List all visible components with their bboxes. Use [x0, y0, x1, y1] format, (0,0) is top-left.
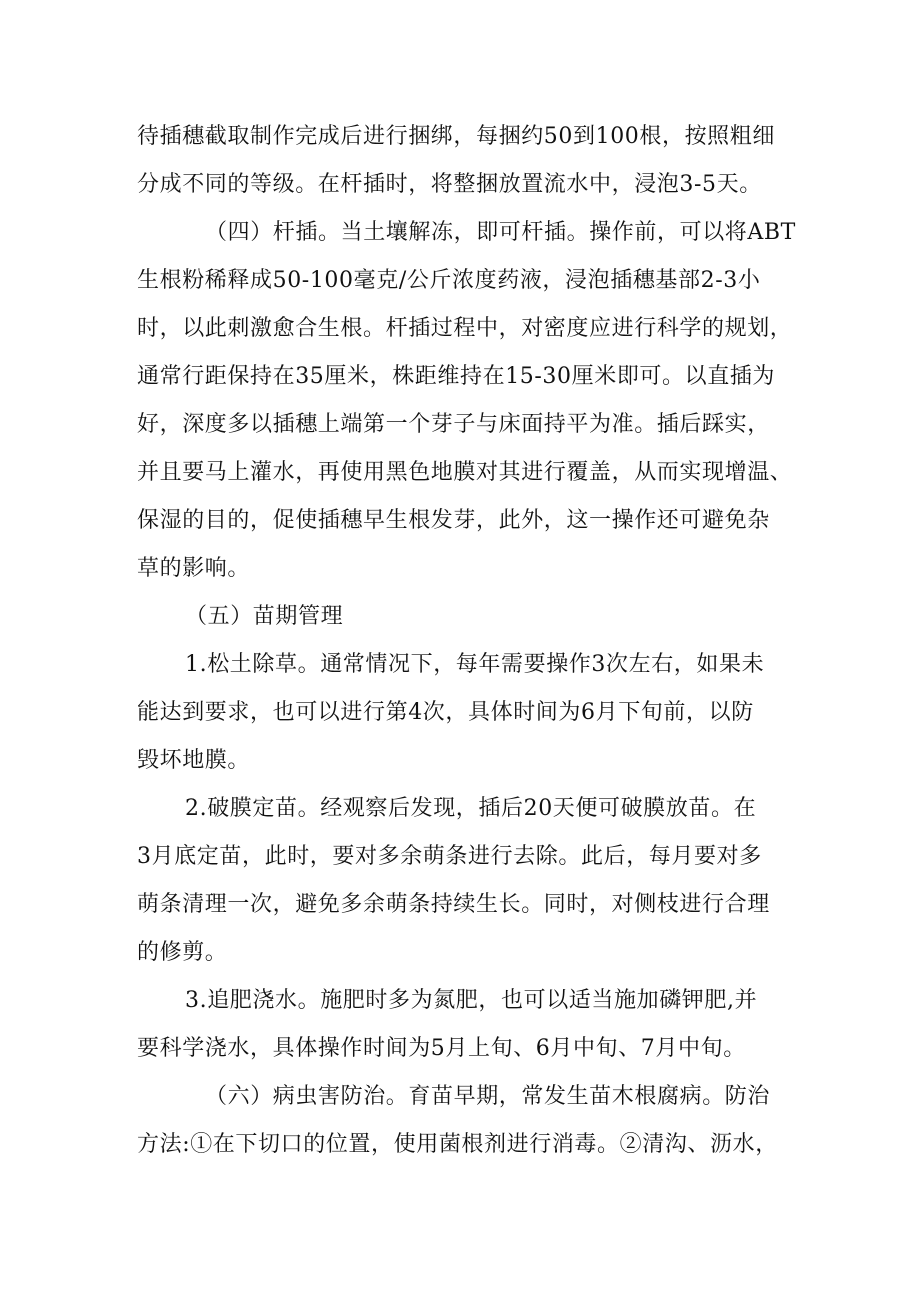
section-heading-six: （六）病虫害防治。育苗早期，常发生苗木根腐病。防治 — [205, 1084, 771, 1109]
text-line: 分成不同的等级。在杆插时，将整捆放置流水中，浸泡3-5天。 — [137, 172, 762, 197]
text-line: 并且要马上灌水，再使用黑色地膜对其进行覆盖，从而实现增温、 — [137, 460, 793, 485]
text-line: 3月底定苗，此时，要对多余萌条进行去除。此后，每月要对多 — [137, 844, 762, 869]
text-line: 的修剪。 — [137, 940, 228, 965]
text-line: 待插穗截取制作完成后进行捆绑，每捆约50到100根，按照粗细 — [137, 124, 775, 149]
text-line: 通常行距保持在35厘米，株距维持在15-30厘米即可。以直插为 — [137, 364, 776, 389]
section-heading-four: （四）杆插。当土壤解冻，即可杆插。操作前，可以将ABT — [205, 220, 796, 245]
text-line: 毁坏地膜。 — [137, 748, 251, 773]
item-one-line: 1.松土除草。通常情况下，每年需要操作3次左右，如果未 — [185, 652, 765, 677]
item-three-line: 3.追肥浇水。施肥时多为氮肥，也可以适当施加磷钾肥,并 — [185, 988, 758, 1013]
text-line: 方法:①在下切口的位置，使用菌根剂进行消毒。②清沟、沥水， — [137, 1132, 778, 1157]
text-line: 保湿的目的，促使插穗早生根发芽，此外，这一操作还可避免杂 — [137, 508, 770, 533]
text-line: 草的影响。 — [137, 556, 251, 581]
text-line: 生根粉稀释成50-100毫克/公斤浓度药液，浸泡插穗基部2-3小 — [137, 268, 761, 293]
item-two-line: 2.破膜定苗。经观察后发现，插后20天便可破膜放苗。在 — [185, 796, 757, 821]
text-line: 能达到要求，也可以进行第4次，具体时间为6月下旬前，以防 — [137, 700, 754, 725]
text-line: 好，深度多以插穗上端第一个芽子与床面持平为准。插后踩实， — [137, 412, 770, 437]
text-line: 萌条清理一次，避免多余萌条持续生长。同时，对侧枝进行合理 — [137, 892, 770, 917]
section-heading-five: （五）苗期管理 — [185, 604, 344, 629]
text-line: 要科学浇水，具体操作时间为5月上旬、6月中旬、7月中旬。 — [137, 1036, 746, 1061]
text-line: 时，以此刺激愈合生根。杆插过程中，对密度应进行科学的规划， — [137, 316, 793, 341]
